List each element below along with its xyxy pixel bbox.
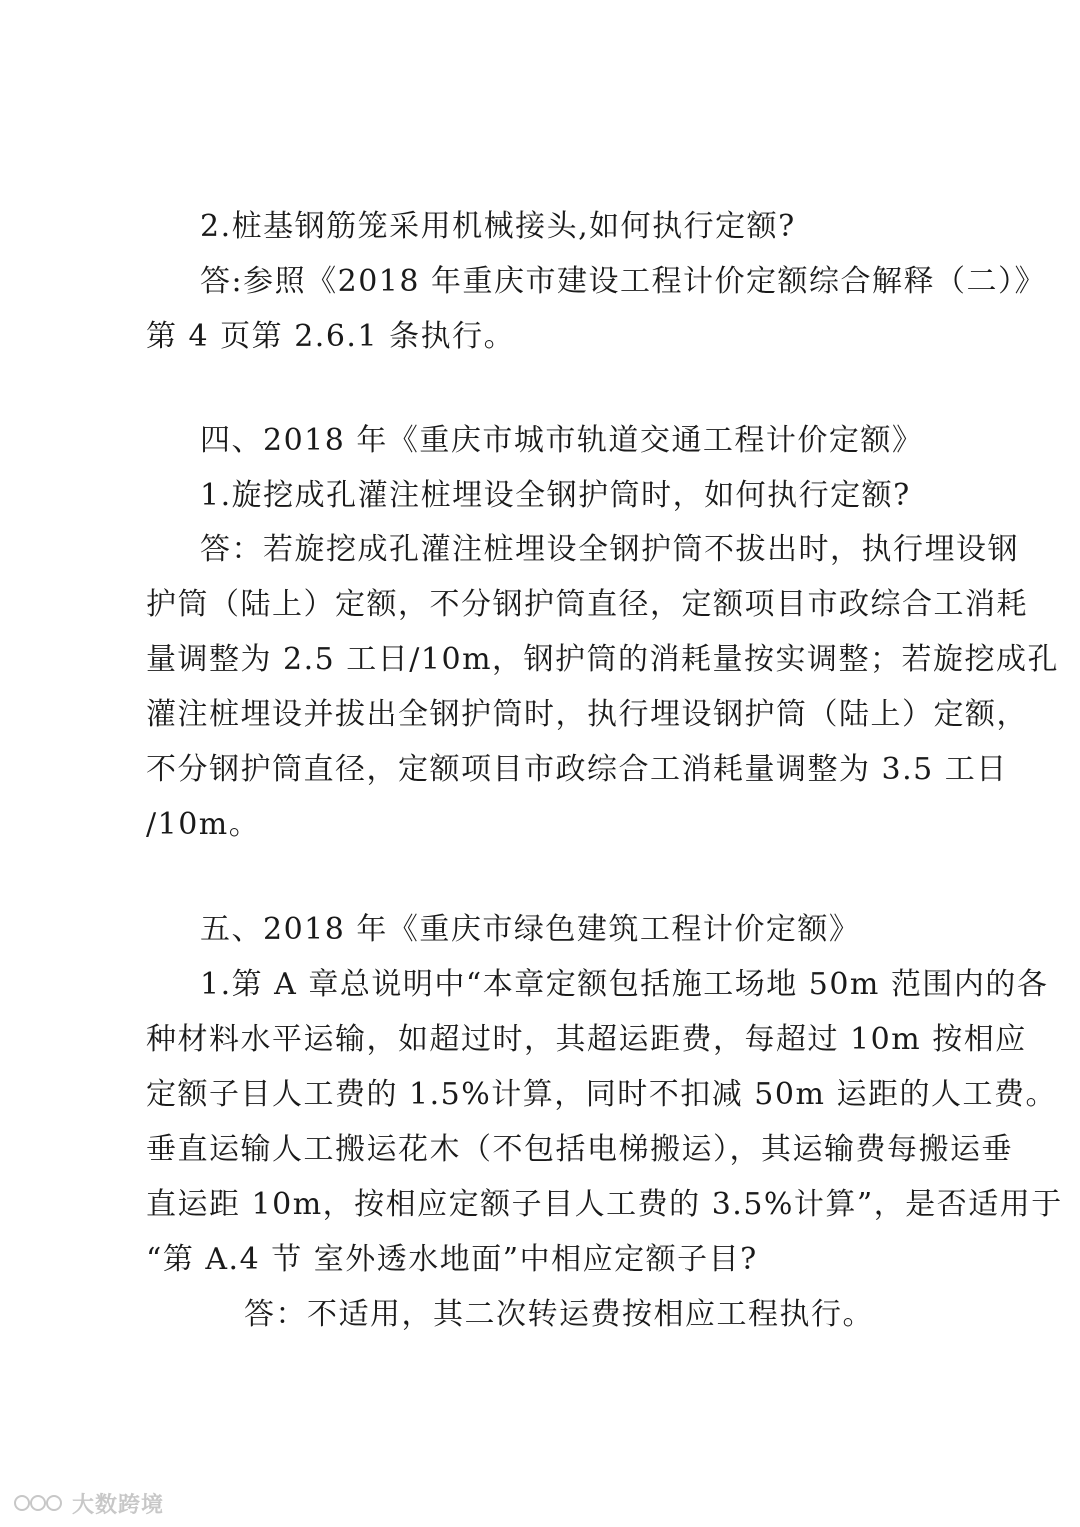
question-2-pile-cage: 2.桩基钢筋笼采用机械接头,如何执行定额?	[200, 209, 796, 244]
answer-5-1: 答：不适用，其二次转运费按相应工程执行。	[244, 1297, 874, 1332]
answer-1-line-3: 量调整为 2.5 工日/10m，钢护筒的消耗量按实调整；若旋挖成孔	[146, 642, 1060, 677]
question-5-1-line-4: 垂直运输人工搬运花木（不包括电梯搬运），其运输费每搬运垂	[146, 1132, 1013, 1167]
answer-2-line-2: 第 4 页第 2.6.1 条执行。	[146, 319, 516, 354]
section-4-heading: 四、2018 年《重庆市城市轨道交通工程计价定额》	[200, 423, 924, 458]
question-5-1-line-5: 直运距 10m，按相应定额子目人工费的 3.5%计算”，是否适用于	[146, 1187, 1063, 1222]
answer-1-line-1: 答：若旋挖成孔灌注桩埋设全钢护筒不拔出时，执行埋设钢	[200, 532, 1019, 567]
question-1-steel-casing: 1.旋挖成孔灌注桩埋设全钢护筒时，如何执行定额?	[200, 478, 911, 513]
watermark-text: 大数跨境	[72, 1492, 165, 1518]
answer-1-line-5: 不分钢护筒直径，定额项目市政综合工消耗量调整为 3.5 工日	[146, 752, 1008, 787]
question-5-1-line-3: 定额子目人工费的 1.5%计算，同时不扣减 50m 运距的人工费。	[146, 1077, 1057, 1112]
answer-2-line-1: 答:参照《2018 年重庆市建设工程计价定额综合解释（二）》	[200, 264, 1046, 299]
watermark	[12, 1488, 164, 1518]
answer-1-line-2: 护筒（陆上）定额，不分钢护筒直径，定额项目市政综合工消耗	[146, 587, 1028, 622]
answer-1-line-6: /10m。	[146, 807, 261, 842]
section-5-heading: 五、2018 年《重庆市绿色建筑工程计价定额》	[200, 912, 861, 947]
question-5-1-line-6: “第 A.4 节 室外透水地面”中相应定额子目?	[146, 1242, 758, 1277]
brand-logo-icon	[12, 1491, 68, 1515]
question-5-1-line-2: 种材料水平运输，如超过时，其超运距费，每超过 10m 按相应	[146, 1022, 1027, 1057]
answer-1-line-4: 灌注桩埋设并拔出全钢护筒时，执行埋设钢护筒（陆上）定额，	[146, 697, 1028, 732]
question-5-1-line-1: 1.第 A 章总说明中“本章定额包括施工场地 50m 范围内的各	[200, 967, 1049, 1002]
